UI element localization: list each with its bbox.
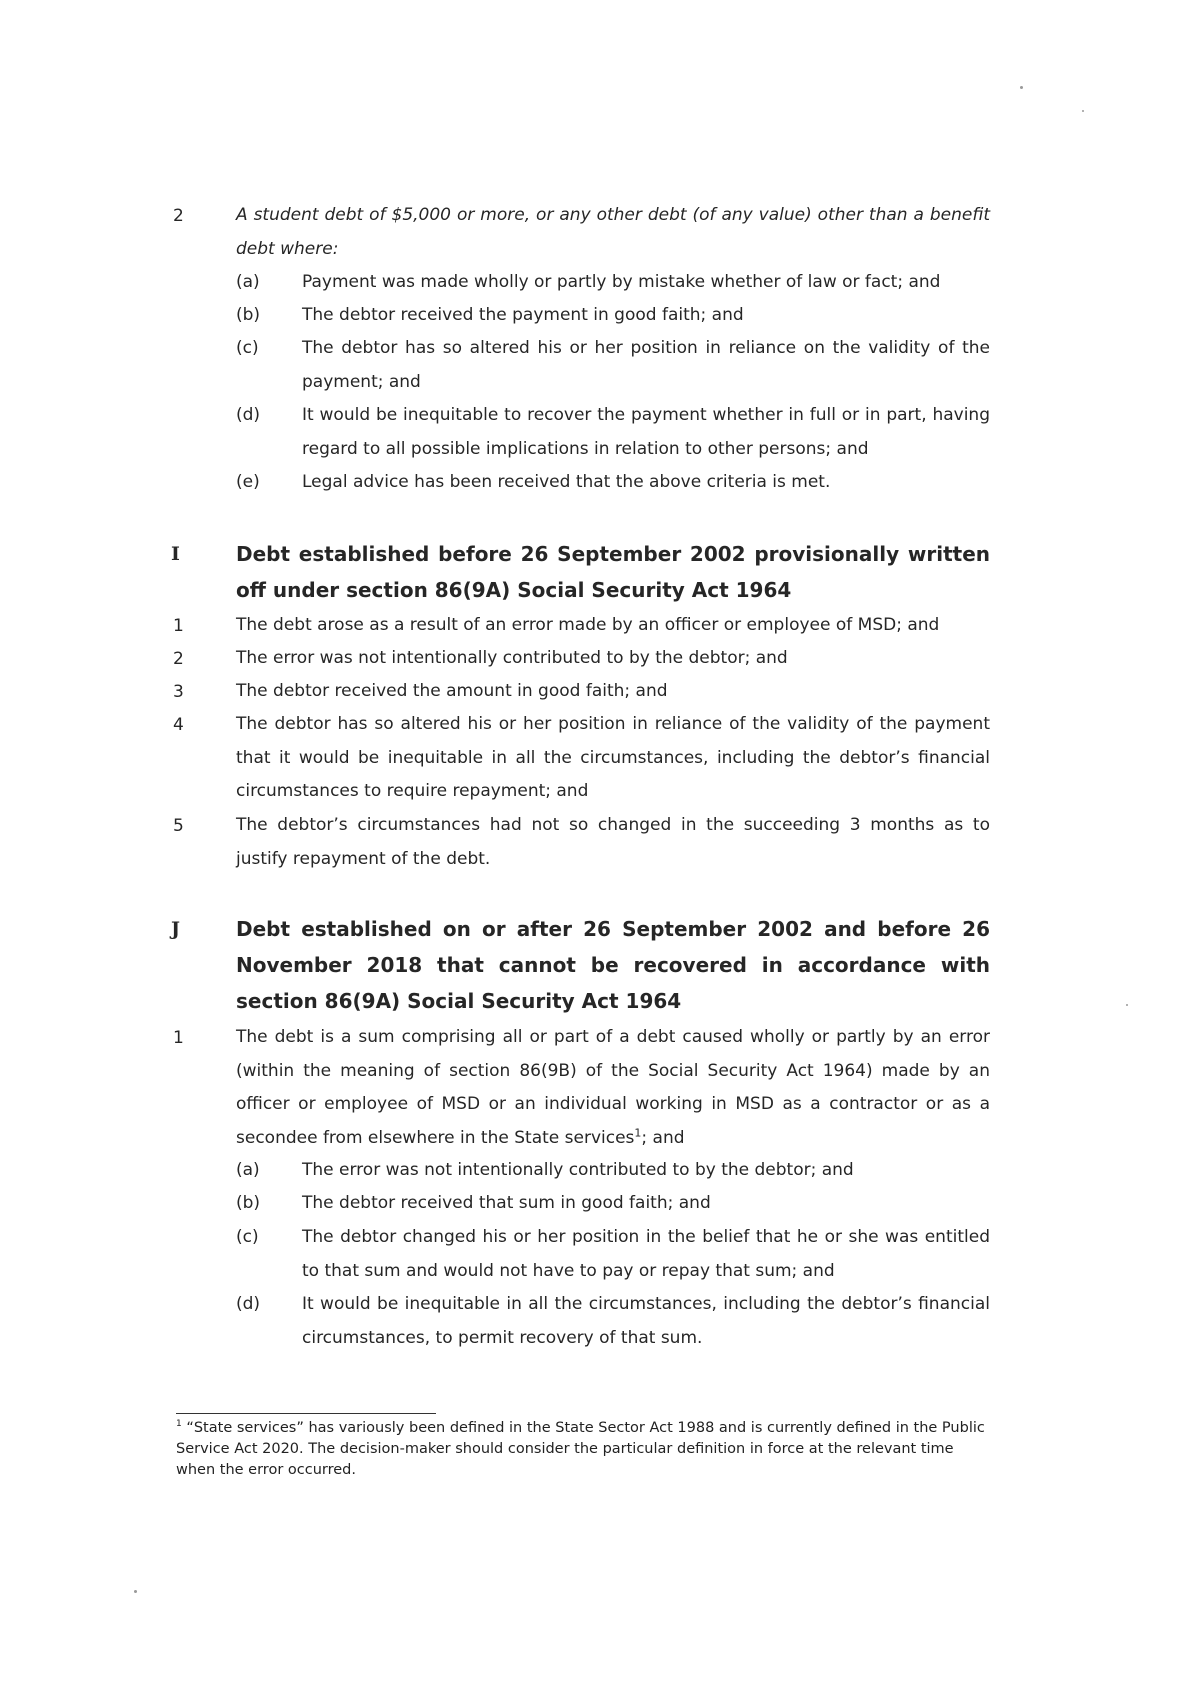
section-letter: I [171, 543, 180, 565]
footnote-text: “State services” has variously been defined in the State Sector Act 1988 and is currently defined in the Public Service Act 2020. The decision-maker should consider the particular definition in force at the relevant time when the error occurred. [176, 1420, 985, 1478]
item-label: (d) [236, 1294, 261, 1314]
item-label: (b) [236, 305, 261, 325]
item-text: The debtor changed his or her position in the belief that he or she was entitled to that sum and would not have to pay or repay that sum; and [302, 1227, 990, 1281]
scan-speck [1126, 1004, 1128, 1006]
paragraph-number: 3 [173, 682, 184, 702]
item-label: (c) [236, 1227, 259, 1247]
paragraph-text: The debtor’s circumstances had not so changed in the succeeding 3 months as to justify repayment of the debt. [236, 815, 990, 869]
scan-speck [1020, 86, 1023, 89]
item-text: The debtor received the payment in good faith; and [302, 305, 744, 325]
paragraph-number: 2 [173, 206, 184, 226]
paragraph-number: 1 [173, 1028, 184, 1048]
footnote-marker: 1 [176, 1419, 182, 1430]
item-label: (e) [236, 472, 260, 492]
footnote [176, 1418, 994, 1481]
item-text: Payment was made wholly or partly by mistake whether of law or fact; and [302, 272, 941, 292]
item-label: (a) [236, 272, 260, 292]
section-heading: Debt established before 26 September 2002 provisionally written off under section 86(9A) Social Security Act 1964 [236, 542, 990, 602]
paragraph-number: 4 [173, 715, 184, 735]
footnote-reference: 1 [634, 1125, 642, 1139]
item-text: The debtor received that sum in good faith; and [302, 1193, 711, 1213]
paragraph-text: The debtor received the amount in good faith; and [236, 681, 668, 701]
paragraph-intro: A student debt of $5,000 or more, or any other debt (of any value) other than a benefit debt where: [236, 205, 990, 259]
item-text: It would be inequitable in all the circumstances, including the debtor’s financial circumstances, to permit recovery of that sum. [302, 1294, 990, 1348]
item-text: The debtor has so altered his or her position in reliance on the validity of the payment; and [302, 338, 990, 392]
scan-speck [134, 1590, 137, 1593]
item-text: Legal advice has been received that the above criteria is met. [302, 472, 831, 492]
item-label: (c) [236, 338, 259, 358]
paragraph-text: The debt arose as a result of an error made by an officer or employee of MSD; and [236, 615, 940, 635]
paragraph-text [236, 1021, 990, 1155]
paragraph-number: 2 [173, 649, 184, 669]
paragraph-number: 5 [173, 816, 184, 836]
footnote-divider [176, 1413, 436, 1414]
section-letter: J [171, 918, 180, 940]
item-label: (b) [236, 1193, 261, 1213]
paragraph-text: The debtor has so altered his or her position in reliance of the validity of the payment that it would be inequitable in all the circumstances, including the debtor’s financial circumstances to require repayment; and [236, 714, 990, 801]
paragraph-number: 1 [173, 616, 184, 636]
paragraph-text: The error was not intentionally contributed to by the debtor; and [236, 648, 788, 668]
paragraph-text-end: ; and [641, 1127, 685, 1148]
item-text: The error was not intentionally contributed to by the debtor; and [302, 1160, 854, 1180]
section-heading: Debt established on or after 26 September 2002 and before 26 November 2018 that cannot be recovered in accordance with section 86(9A) Social Security Act 1964 [236, 917, 990, 1013]
item-label: (a) [236, 1160, 260, 1180]
paragraph-text-main: The debt is a sum comprising all or part of a debt caused wholly or partly by an error (within the meaning of section 86(9B) of the Social Security Act 1964) made by an officer or employee of MSD or an individual working in MSD as a contractor or as a secondee from elsewhere in the State services [236, 1027, 990, 1148]
item-label: (d) [236, 405, 261, 425]
scan-speck [1082, 110, 1084, 112]
item-text: It would be inequitable to recover the payment whether in full or in part, having regard to all possible implications in relation to other persons; and [302, 405, 990, 459]
